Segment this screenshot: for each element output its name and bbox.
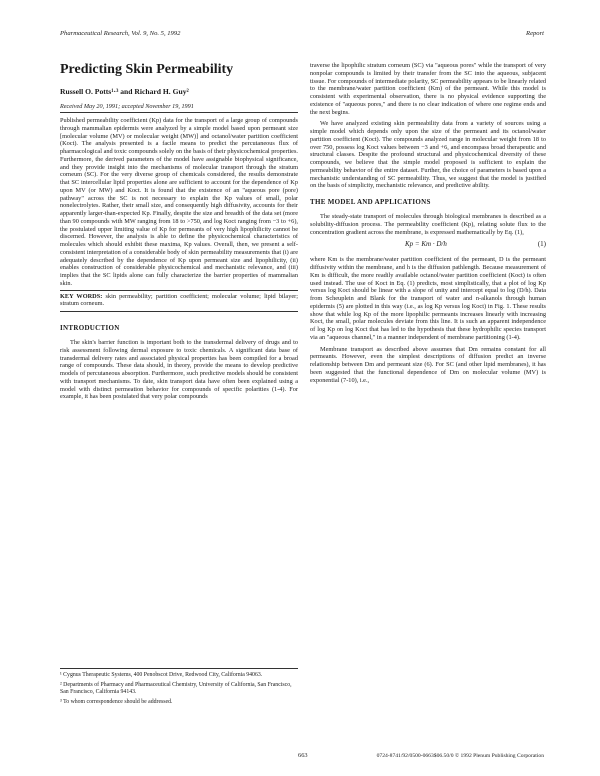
equation-1-number: (1): [537, 240, 546, 249]
footnote-2: ² Departments of Pharmacy and Pharmaceutical Chemistry, University of California, San Francisco, San Francisco, California 94143.: [60, 682, 292, 695]
page-footer: [60, 752, 544, 762]
footnotes: [60, 668, 298, 709]
journal-citation: Pharmaceutical Research, Vol. 9, No. 5, 1992: [60, 30, 181, 37]
running-header: [60, 30, 544, 44]
copyright-line: 0724-8741/92/0500-0663$06.50/0 © 1992 Plenum Publishing Corporation: [376, 753, 544, 759]
body-paragraph-3: The steady-state transport of molecules through biological membranes is described as a solubility-diffusion process. The permeability coefficient (Kp), relating solute flux to the concentration gradient across the membrane, is expressed mathematically by Eq. (1),: [310, 213, 546, 236]
right-column: [310, 62, 546, 388]
received-dates: Received May 20, 1991; accepted November 19, 1991: [60, 103, 298, 113]
intro-heading: INTRODUCTION: [60, 324, 120, 332]
footnote-3: ³ To whom correspondence should be addressed.: [60, 699, 173, 705]
body-paragraph-1: traverse the lipophilic stratum corneum (SC) via "aqueous pores" while the transport of very nonpolar compounds is limited by their transfer from the SC into the aqueous, subjacent tissue. For compounds of intermediate polarity, SC permeability appears to be linearly related to the membrane/water partition coefficient (Km) of the permeant. While this model is consistent with experimental observation, there is no physical evidence supporting the existence of "aqueous pores," and there is no clear indication of where one regime ends and the next begins.: [310, 62, 547, 116]
equation-1: [310, 240, 546, 250]
article-title: Predicting Skin Permeability: [60, 62, 234, 77]
model-heading: THE MODEL AND APPLICATIONS: [310, 198, 431, 206]
body-paragraph-5: Membrane transport as described above assumes that Dm remains constant for all permeants. However, even the simplest descriptions of diffusion predict an inverse relationship between Dm and permeant size (6). For SC (and other lipid membranes), it has been suggested that the functional dependence of Dm on molecular volume (MV) is exponential (7-10), i.e.,: [310, 345, 546, 384]
body-paragraph-4: where Km is the membrane/water partition coefficient of the permeant, D is the permeant diffusivity within the membrane, and h is the diffusion pathlength. Because measurement of Km is difficult, the more readily available octanol/water partition coefficient (Koct) is often used instead. The use of Koct in Eq. (1) predicts, most simplistically, that a plot of log Kp versus log Koct should be linear with a slope of unity and intercept equal to log (D/h). Data from Scheuplein and Blank for the transport of water and n-alkanols through human epidermis (5) are plotted in this way (i.e., as log Kp versus log Koct) in Fig. 1. These results show that while log Kp of the more lipophilic permeants increases linearly with increasing Koct, the small, polar molecules deviate from this line. It is such an apparent independence of log Kp on log Koct that has led to the hypothesis that these hydrophilic species transport via an "aqueous channel," in a manner independent of membrane partitioning (1-4).: [310, 256, 546, 341]
keywords-label: KEY WORDS:: [60, 292, 103, 300]
equation-1-expression: Kp = Km · D/h: [405, 240, 447, 249]
keywords: [60, 290, 298, 313]
article-type-label: Report: [526, 30, 544, 37]
page-number: 663: [298, 752, 308, 759]
author-line: Russell O. Potts¹·³ and Richard H. Guy²: [60, 87, 189, 96]
abstract: Published permeability coefficient (Kp) data for the transport of a large group of compounds through mammalian epidermis were analyzed by a simple model based upon permeant size [molecular volume (MV) or molecular weight (MW)] and octanol/water partition coefficient (Koct). The analysis presented is a facile means to predict the percutaneous flux of pharmacological and toxic compounds solely on the basis of their physicochemical properties. Furthermore, the derived parameters of the model have assignable biophysical significance, and they provide insight into the mechanisms of molecular transport through the stratum corneum (SC). For the very diverse group of chemicals considered, the results demonstrate that SC intercellular lipid properties alone are sufficient to account for the dependence of Kp upon MV (or MW) and Koct. It is found that the existence of an "aqueous pore (pore) pathway" across the SC is not necessary to explain the Kp values of small, polar nonelectrolytes. Rather, their small size, and consequently high diffusivity, accounts for their apparently larger-than-expected Kp. Finally, despite the size and breadth of the data set (more than 90 compounds with MW ranging from 18 to >750, and log Koct ranging from −3 to +6), the postulated upper limiting value of Kp for permeants of very high lipophilicity cannot be discerned. However, the analysis is able to define the physicochemical characteristics of molecules which should exhibit these maxima, Kp values. Overall, then, we present a self-consistent interpretation of a considerable body of skin permeability measurements that (i) are adequately described by the dependence of Kp upon permeant size and lipophilicity, (ii) enables construction of considerable physicochemical and mechanistic relevance, and (iii) implies that the SC lipids alone can fully characterize the barrier properties of mammalian skin.: [60, 117, 298, 287]
left-column: [60, 62, 298, 405]
body-paragraph-2: We have analyzed existing skin permeability data from a variety of sources using a simple model which depends only upon the size of the permeant and its octanol/water partition coefficient (Koct). The compounds analyzed range in molecular weight from 18 to over 750, possess log Koct values between −3 and +6, and encompass broad therapeutic and structural classes. Despite the profound structural and physicochemical diversity of these compounds, we believe that the simple model proposed is sufficient to explain the permeability behavior of the entire dataset. Further, the choice of parameters is based upon a mechanistic understanding of SC permeability. Thus, we suggest that the model is justified on the basis of simplicity, mechanistic relevance, and predictive ability.: [310, 120, 546, 190]
intro-paragraph: The skin's barrier function is important both to the transdermal delivery of drugs and to risk assessment following dermal exposure to toxic chemicals. A significant data base of transdermal delivery rates and associated physical properties has been compiled for a broad range of compounds. These data should, in theory, provide the means to develop predictive models of percutaneous absorption. Furthermore, such predictive models should be consistent with transport mechanisms. To date, skin transport data have often been explained using a model with distinct permeation behavior for compounds of specific polarities (1-4). For example, it has been postulated that very polar compounds: [60, 339, 298, 401]
keywords-text: skin permeability; partition coefficient; molecular volume; lipid bilayer; stratum corneum.: [60, 292, 298, 308]
footnote-1: ¹ Cygnus Therapeutic Systems, 400 Penobscot Drive, Redwood City, California 94063.: [60, 672, 263, 678]
